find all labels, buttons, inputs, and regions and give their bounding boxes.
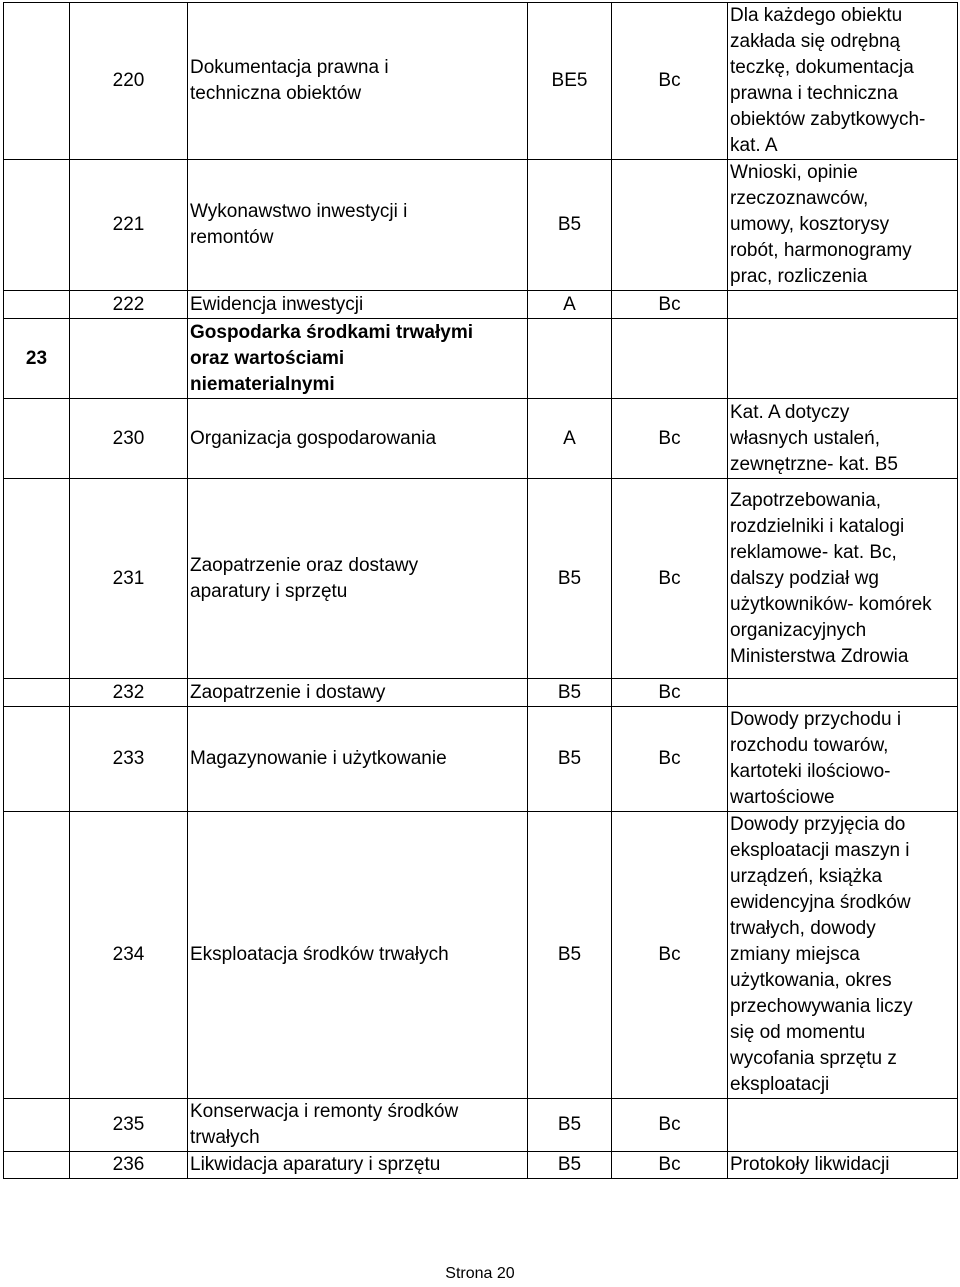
notes-cell: Wnioski, opinie rzeczoznawców, umowy, kosztorysy robót, harmonogramy prac, rozliczenia xyxy=(728,160,958,291)
category-cell: BE5 xyxy=(528,3,612,160)
name-cell: Zaopatrzenie oraz dostawy aparatury i sprzętu xyxy=(188,479,528,679)
notes-cell: Protokoły likwidacji xyxy=(728,1152,958,1179)
table-row xyxy=(4,399,958,479)
other-category-cell: Bc xyxy=(612,3,728,160)
name-cell: Organizacja gospodarowania xyxy=(188,399,528,479)
other-category-cell: Bc xyxy=(612,679,728,707)
group-cell xyxy=(4,1099,70,1152)
table-row xyxy=(4,319,958,399)
name-cell: Likwidacja aparatury i sprzętu xyxy=(188,1152,528,1179)
category-cell: B5 xyxy=(528,160,612,291)
notes-cell: Dla każdego obiektu zakłada się odrębną teczkę, dokumentacja prawna i techniczna obiektów zabytkowych- kat. A xyxy=(728,3,958,160)
symbol-cell: 230 xyxy=(70,399,188,479)
category-cell: B5 xyxy=(528,479,612,679)
category-cell: B5 xyxy=(528,707,612,812)
symbol-cell: 220 xyxy=(70,3,188,160)
records-table xyxy=(3,2,958,1179)
other-category-cell: Bc xyxy=(612,399,728,479)
category-cell: B5 xyxy=(528,1152,612,1179)
group-cell xyxy=(4,812,70,1099)
group-cell xyxy=(4,707,70,812)
table-row xyxy=(4,679,958,707)
symbol-cell: 231 xyxy=(70,479,188,679)
table-row xyxy=(4,707,958,812)
other-category-cell: Bc xyxy=(612,291,728,319)
other-category-cell: Bc xyxy=(612,707,728,812)
symbol-cell: 233 xyxy=(70,707,188,812)
notes-cell xyxy=(728,319,958,399)
symbol-cell: 235 xyxy=(70,1099,188,1152)
other-category-cell: Bc xyxy=(612,1152,728,1179)
group-cell xyxy=(4,1152,70,1179)
group-cell xyxy=(4,479,70,679)
group-cell xyxy=(4,3,70,160)
symbol-cell: 236 xyxy=(70,1152,188,1179)
other-category-cell: Bc xyxy=(612,1099,728,1152)
symbol-cell xyxy=(70,319,188,399)
notes-cell: Dowody przychodu i rozchodu towarów, kartoteki ilościowo- wartościowe xyxy=(728,707,958,812)
notes-cell: Zapotrzebowania, rozdzielniki i katalogi reklamowe- kat. Bc, dalszy podział wg użytkowników- komórek organizacyjnych Ministerstwa Zdrowia xyxy=(728,479,958,679)
other-category-cell xyxy=(612,160,728,291)
category-cell: A xyxy=(528,399,612,479)
notes-cell: Dowody przyjęcia do eksploatacji maszyn i urządzeń, książka ewidencyjna środków trwałych, dowody zmiany miejsca użytkowania, okres przechowywania liczy się od momentu wycofania sprzętu z eksploatacji xyxy=(728,812,958,1099)
symbol-cell: 232 xyxy=(70,679,188,707)
group-name-cell: Gospodarka środkami trwałymi oraz wartościami niematerialnymi xyxy=(188,319,528,399)
group-cell xyxy=(4,291,70,319)
table-row xyxy=(4,812,958,1099)
symbol-cell: 234 xyxy=(70,812,188,1099)
other-category-cell xyxy=(612,319,728,399)
notes-cell: Kat. A dotyczy własnych ustaleń, zewnętrzne- kat. B5 xyxy=(728,399,958,479)
group-cell xyxy=(4,679,70,707)
category-cell: A xyxy=(528,291,612,319)
table-row xyxy=(4,3,958,160)
category-cell xyxy=(528,319,612,399)
group-cell xyxy=(4,399,70,479)
category-cell: B5 xyxy=(528,679,612,707)
table-row xyxy=(4,479,958,679)
notes-cell xyxy=(728,291,958,319)
category-cell: B5 xyxy=(528,812,612,1099)
category-cell: B5 xyxy=(528,1099,612,1152)
name-cell: Zaopatrzenie i dostawy xyxy=(188,679,528,707)
table-row xyxy=(4,1152,958,1179)
page-number: Strona 20 xyxy=(445,1265,515,1282)
group-cell xyxy=(4,160,70,291)
name-cell: Magazynowanie i użytkowanie xyxy=(188,707,528,812)
other-category-cell: Bc xyxy=(612,812,728,1099)
group-cell: 23 xyxy=(4,319,70,399)
table-row xyxy=(4,1099,958,1152)
name-cell: Wykonawstwo inwestycji i remontów xyxy=(188,160,528,291)
symbol-cell: 221 xyxy=(70,160,188,291)
name-cell: Eksploatacja środków trwałych xyxy=(188,812,528,1099)
symbol-cell: 222 xyxy=(70,291,188,319)
name-cell: Dokumentacja prawna i techniczna obiektów xyxy=(188,3,528,160)
other-category-cell: Bc xyxy=(612,479,728,679)
notes-cell xyxy=(728,1099,958,1152)
name-cell: Ewidencja inwestycji xyxy=(188,291,528,319)
table-row xyxy=(4,291,958,319)
table-row xyxy=(4,160,958,291)
name-cell: Konserwacja i remonty środków trwałych xyxy=(188,1099,528,1152)
notes-cell xyxy=(728,679,958,707)
